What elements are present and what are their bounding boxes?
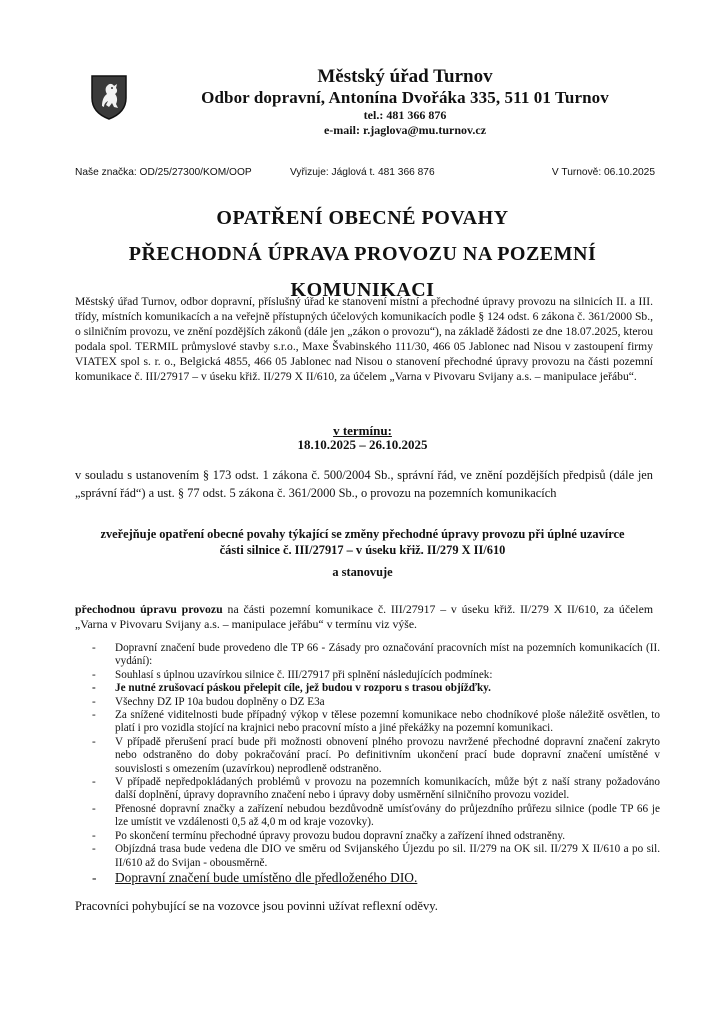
transition-rest: na části pozemní komunikace č. III/27917 – v úseku křiž. II/279 X II/610, za účelem „Varna v Pivovaru Svijany a.s. – manipulace jeřábu“ v termínu viz výše.: [75, 602, 653, 631]
handled-by: Vyřizuje: Jáglová t. 481 366 876: [290, 167, 435, 178]
list-item: - Je nutné zrušovací páskou přelepit cíle, jež budou v rozporu s trasou objížďky.: [75, 682, 660, 695]
intro-paragraph: Městský úřad Turnov, odbor dopravní, příslušný úřad ke stanovení místní a přechodné úpravy provozu na silnicích II. a III. třídy, místních komunikacích a na veřejně přístupných účelových komunikacích podle § 124 odst. 6 zákona č. 361/2000 Sb., o silničním provozu, ve znění pozdějších zákonů (dále jen „zákon o provozu“), na základě žádosti ze dne 18.07.2025, kterou podala spol. TERMIL průmyslové stavby s.r.o., Maxe Švabinského 111/30, 466 05 Jablonec nad Nisou v zastoupení firmy VIATEX spol s. r. o., Belgická 4855, 466 05 Jablonec nad Nisou o stanovení přechodné úpravy provozu na části pozemní komunikace č. III/27917 – v úseku křiž. II/279 X II/610, za účelem „Varna v Pivovaru Svijany a.s. – manipulace jeřábu“.: [75, 295, 653, 383]
place-date: V Turnově: 06.10.2025: [551, 167, 655, 178]
term-dates: 18.10.2025 – 26.10.2025: [297, 437, 428, 452]
our-reference: Naše značka: OD/25/27300/KOM/OOP: [75, 167, 252, 178]
office-phone: tel.: 481 366 876: [363, 108, 447, 122]
stanovuje-heading: a stanovuje: [332, 565, 393, 579]
list-item: - Přenosné dopravní značky a zařízení nebudou bezdůvodně umísťovány do průjezdního průřezu silnice (podle TP 66 je lze umístit ve vzdálenosti 0,5 až 4,0 m od kraje vozovky).: [75, 803, 660, 830]
list-item: - Za snížené viditelnosti bude případný výkop v tělese pozemní komunikace nebo chodníkové ploše náležitě osvětlen, to platí i pro vozidla stojící na krajnici nebo pracovní místo a jiné překážky na pozemní komunikaci.: [75, 709, 660, 736]
transition-paragraph: [75, 602, 653, 632]
list-item: - V případě přerušení prací bude při možnosti obnovení plného provozu navržené přechodné dopravní značení zakryto nebo odstraněno do doby pokračování prací. Po definitivním ukončení prací bude dopravní značení umístěné v souvislosti s omezením (uzavírkou) neprodleně odstraněno.: [75, 736, 660, 776]
office-name: Městský úřad Turnov: [317, 66, 493, 87]
list-item: - V případě nepředpokládaných problémů v provozu na pozemních komunikacích, může být z naší strany požadováno další doplnění, úpravy dopravního značení nebo i úpravy doby usměrnění silničního provozu vozidel.: [75, 776, 660, 803]
title-line-1: OPATŘENÍ OBECNÉ POVAHY: [216, 207, 509, 229]
title-line-3: KOMUNIKACI: [290, 279, 435, 301]
coat-of-arms-icon: [90, 74, 128, 120]
transition-bold: přechodnou úpravu provozu: [75, 602, 223, 616]
document-title: [60, 200, 665, 308]
department-address: Odbor dopravní, Antonína Dvořáka 335, 511 01 Turnov: [201, 88, 609, 107]
list-item: - Souhlasí s úplnou uzavírkou silnice č. III/27917 při splnění následujících podmínek:: [75, 669, 660, 682]
list-item: - Všechny DZ IP 10a budou doplněny o DZ E3a: [75, 696, 660, 709]
list-item: - Dopravní značení bude provedeno dle TP 66 - Zásady pro označování pracovních míst na pozemních komunikacích (II. vydání):: [75, 642, 660, 669]
legal-basis-paragraph: v souladu s ustanovením § 173 odst. 1 zákona č. 500/2004 Sb., správní řád, ve znění pozdějších předpisů (dále jen „správní řád“) a ust. § 77 odst. 5 zákona č. 361/2000 Sb., o provozu na pozemních komunikacích: [75, 468, 653, 500]
title-line-2: PŘECHODNÁ ÚPRAVA PROVOZU NA POZEMNÍ: [128, 243, 597, 265]
letterhead: [180, 66, 630, 138]
conditions-list: [75, 642, 660, 886]
list-item: - Dopravní značení bude umístěno dle předloženého DIO.: [75, 870, 660, 886]
list-item: - Objízdná trasa bude vedena dle DIO ve směru od Svijanského Újezdu po sil. II/279 na OK sil. II/279 X II/610 a po sil. II/610 až do Svijan - obousměrně.: [75, 843, 660, 870]
list-item: - Po skončení termínu přechodné úpravy provozu budou dopravní značky a zařízení ihned odstraněny.: [75, 830, 660, 843]
publication-statement: zveřejňuje opatření obecné povahy týkající se změny přechodné úpravy provozu při úplné uzavírce části silnice č. III/27917 – v úseku křiž. II/279 X II/610: [100, 527, 625, 557]
closing-paragraph: Pracovníci pohybující se na vozovce jsou povinni užívat reflexní oděvy.: [75, 899, 438, 913]
office-email: e-mail: r.jaglova@mu.turnov.cz: [323, 123, 487, 137]
term-label: v termínu:: [333, 423, 392, 438]
